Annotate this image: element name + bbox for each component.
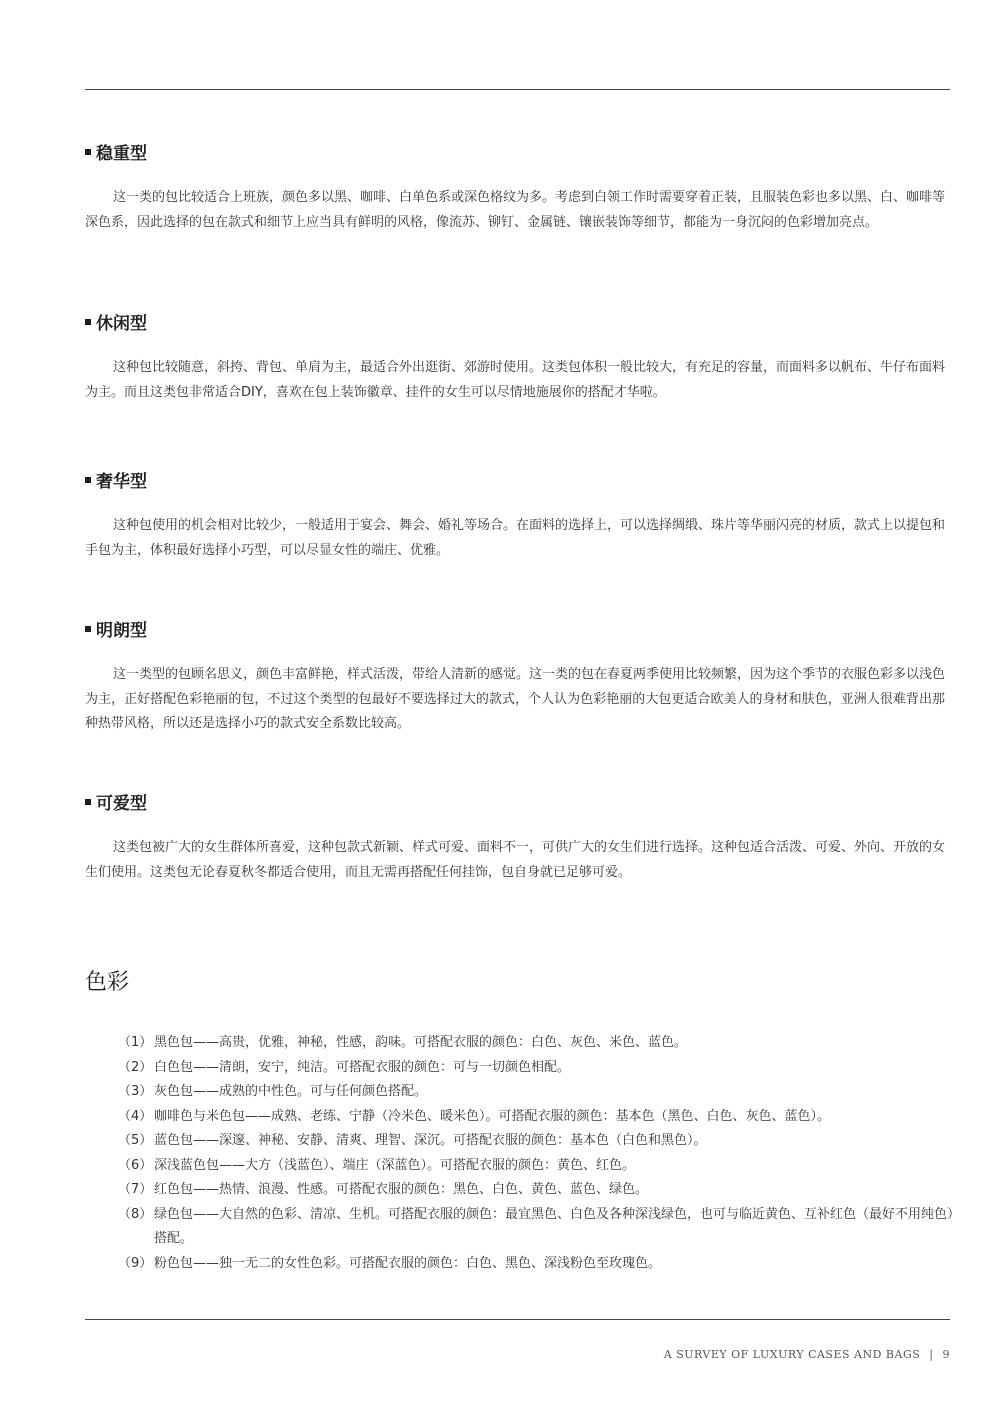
list-text: 深浅蓝色包——大方（浅蓝色）、端庄（深蓝色）。可搭配衣服的颜色：黄色、红色。	[154, 1157, 636, 1173]
section-heading	[85, 789, 945, 814]
list-text: 咖啡色与米色包——成熟、老练、宁静（冷米色、暖米色）。可搭配衣服的颜色：基本色（黑色、白色、灰色、蓝色）。	[154, 1108, 831, 1124]
section-title: 奢华型	[96, 472, 147, 492]
section-heading	[85, 309, 945, 334]
footer-separator: |	[929, 1348, 934, 1361]
list-number: （3）	[118, 1084, 153, 1099]
list-item	[118, 1105, 963, 1130]
section-title: 休闲型	[96, 314, 147, 334]
list-text: 蓝色包——深邃、神秘、安静、清爽、理智、深沉。可搭配衣服的颜色：基本色（白色和黑色）。	[154, 1133, 707, 1148]
section-title: 可爱型	[96, 794, 147, 814]
section-luxury	[85, 467, 945, 563]
list-number: （8）	[118, 1206, 153, 1222]
section-paragraph: 这类包被广大的女生群体所喜爱，这种包款式新颖、样式可爱、面料不一，可供广大的女生们进行选择。这种包适合活泼、可爱、外向、开放的女生们使用。这类包无论春夏秋冬都适合使用，而且无需再搭配任何挂饰，包自身就已足够可爱。	[85, 840, 946, 880]
list-number: （6）	[118, 1157, 153, 1173]
list-number: （4）	[118, 1108, 153, 1124]
list-number: （9）	[118, 1255, 153, 1271]
list-number: （1）	[118, 1035, 153, 1050]
square-bullet-icon	[85, 799, 91, 805]
section-title: 明朗型	[96, 621, 147, 641]
square-bullet-icon	[85, 319, 91, 325]
section-heading	[85, 467, 945, 492]
section-casual	[85, 309, 945, 405]
square-bullet-icon	[85, 149, 91, 155]
list-item	[118, 1154, 963, 1179]
list-item	[118, 1178, 963, 1203]
list-text: 白色包——清朗，安宁，纯洁。可搭配衣服的颜色：可与一切颜色相配。	[154, 1059, 571, 1075]
section-paragraph: 这一类型的包顾名思义，颜色丰富鲜艳，样式活泼，带给人清新的感觉。这一类的包在春夏两季使用比较频繁，因为这个季节的衣服色彩多以浅色为主，正好搭配色彩艳丽的包，不过这个类型的包最好不要选择过大的款式，个人认为色彩艳丽的大包更适合欧美人的身材和肤色，亚洲人很难背出那种热带风格，所以还是选择小巧的款式安全系数比较高。	[85, 667, 946, 731]
section-stable	[85, 139, 945, 235]
list-number: （5）	[118, 1133, 153, 1148]
list-text: 红色包——热情、浪漫、性感。可搭配衣服的颜色：黑色、白色、黄色、蓝色、绿色。	[154, 1182, 649, 1197]
list-text: 灰色包——成熟的中性色。可与任何颜色搭配。	[154, 1084, 428, 1099]
footer-rule	[85, 1319, 950, 1320]
page-number: 9	[942, 1348, 950, 1361]
list-item	[118, 1031, 963, 1056]
list-number: （2）	[118, 1059, 153, 1075]
header-rule	[85, 89, 950, 90]
section-paragraph: 这种包比较随意，斜挎、背包、单肩为主，最适合外出逛街、郊游时使用。这类包体积一般比较大，有充足的容量，而面料多以帆布、牛仔布面料为主。而且这类包非常适合DIY，喜欢在包上装饰徽章、挂件的女生可以尽情地施展你的搭配才华啦。	[85, 360, 946, 400]
square-bullet-icon	[85, 477, 91, 483]
section-paragraph: 这种包使用的机会相对比较少，一般适用于宴会、舞会、婚礼等场合。在面料的选择上，可以选择绸缎、珠片等华丽闪亮的材质，款式上以提包和手包为主，体积最好选择小巧型，可以尽显女性的端庄、优雅。	[85, 518, 946, 558]
section-paragraph: 这一类的包比较适合上班族，颜色多以黑、咖啡、白单色系或深色格纹为多。考虑到白领工作时需要穿着正装，且服装色彩也多以黑、白、咖啡等深色系，因此选择的包在款式和细节上应当具有鲜明的风格，像流苏、铆钉、金属链、镶嵌装饰等细节，都能为一身沉闷的色彩增加亮点。	[85, 190, 946, 230]
list-number: （7）	[118, 1182, 153, 1197]
color-list	[118, 1031, 963, 1276]
section-heading	[85, 616, 945, 641]
section-cute	[85, 789, 945, 885]
section-bright	[85, 616, 945, 737]
list-item	[118, 1203, 963, 1252]
section-heading	[85, 139, 945, 164]
list-item	[118, 1080, 963, 1105]
page-footer	[664, 1348, 950, 1361]
list-text: 黑色包——高贵，优雅，神秘，性感，韵味。可搭配衣服的颜色：白色、灰色、米色、蓝色。	[154, 1035, 688, 1050]
list-item	[118, 1129, 963, 1154]
list-item	[118, 1056, 963, 1081]
list-item	[118, 1252, 963, 1277]
list-text: 绿色包——大自然的色彩、清凉、生机。可搭配衣服的颜色：最宜黑色、白色及各种深浅绿色，也可与临近黄色、互补红色（最好不用纯色）搭配。	[154, 1206, 961, 1246]
footer-title: A SURVEY OF LUXURY CASES AND BAGS	[663, 1348, 921, 1361]
list-text: 粉色包——独一无二的女性色彩。可搭配衣服的颜色：白色、黑色、深浅粉色至玫瑰色。	[154, 1255, 662, 1271]
section-title: 稳重型	[96, 144, 147, 164]
square-bullet-icon	[85, 626, 91, 632]
colors-heading: 色彩	[85, 970, 130, 995]
